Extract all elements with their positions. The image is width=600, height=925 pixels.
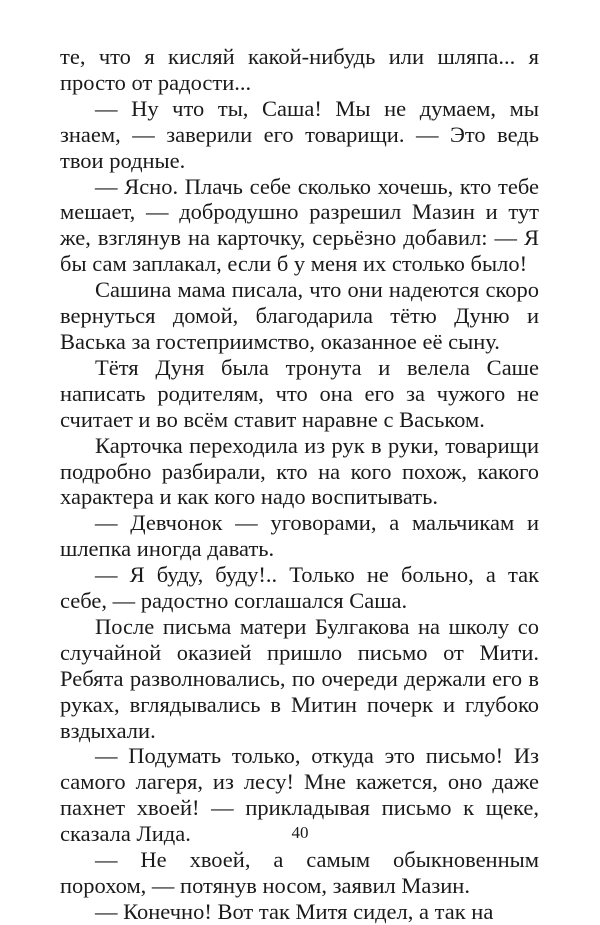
paragraph: Тётя Дуня была тронута и велела Саше написать родителям, что она его за чужого не считает и во всём ставит наравне с Васьком. — [60, 354, 539, 432]
paragraph: — Конечно! Вот так Митя сидел, а так на — [95, 898, 494, 924]
paragraph: — Не хвоей, а самым обыкновенным порохом, — потянув носом, заявил Мазин. — [60, 847, 539, 898]
page-number: 40 — [291, 823, 309, 842]
paragraph: Сашина мама писала, что они надеются скоро вернуться домой, благодарила тётю Дуню и Васька за гостеприимство, оказанное её сыну. — [60, 277, 539, 354]
paragraph: После письма матери Булгакова на школу со случайной оказией пришло письмо от Мити. Ребята разволновались, по очереди держали его в руках, вглядывались в Митин почерк и глубоко вздыхали. — [60, 613, 539, 743]
paragraph: те, что я кисляй какой-нибудь или шляпа... я просто от радости... — [60, 44, 539, 95]
paragraph: — Подумать только, откуда это письмо! Из самого лагеря, из лесу! Мне кажется, оно даже пахнет хвоей! — прикладывая письмо к щеке, сказала Лида. — [60, 743, 539, 847]
paragraph: — Девчонок — уговорами, а мальчикам и шлепка иногда давать. — [60, 510, 539, 562]
page-text — [60, 44, 539, 925]
paragraph: — Ясно. Плачь себе сколько хочешь, кто тебе мешает, — добродушно разрешил Мазин и тут же, взглянув на карточку, серьёзно добавил: — Я бы сам заплакал, если б у меня их столько было! — [60, 173, 539, 277]
paragraph: — Ну что ты, Саша! Мы не думаем, мы знаем, — заверили его товарищи. — Это ведь твои родные. — [60, 95, 539, 173]
paragraph: Карточка переходила из рук в руки, товарищи подробно разбирали, кто на кого похож, какого характера и как кого надо воспитывать. — [60, 432, 539, 510]
paragraph: — Я буду, буду!.. Только не больно, а так себе, — радостно соглашался Саша. — [60, 562, 539, 614]
